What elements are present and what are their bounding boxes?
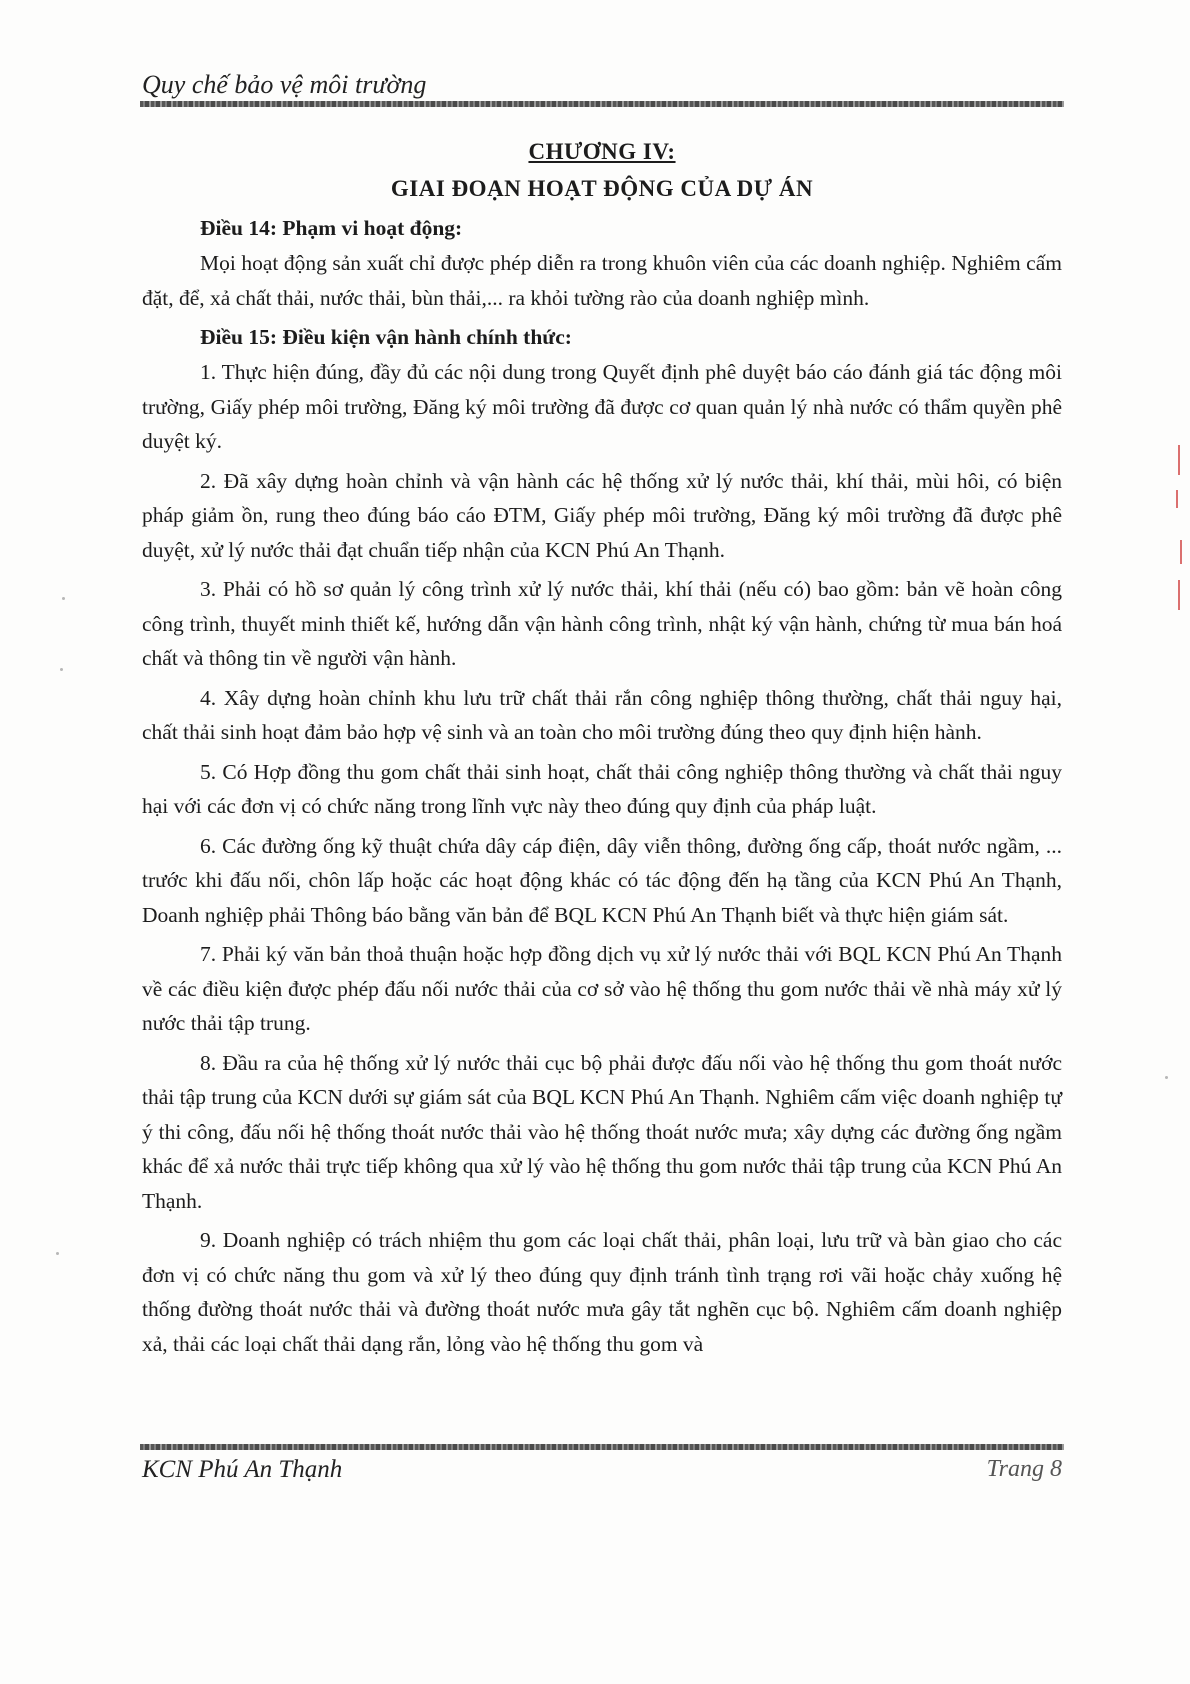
scan-edge-mark — [1178, 445, 1180, 475]
article-15-item-3: 3. Phải có hồ sơ quản lý công trình xử lý nước thải, khí thải (nếu có) bao gồm: bản vẽ hoàn công công trình, thuyết minh thiết kế, hướng dẫn vận hành công trình, nhật ký vận hành, chứng từ mua bán hoá chất và thông tin về người vận hành. — [142, 577, 1062, 670]
article-15-heading: Điều 15: Điều kiện vận hành chính thức: — [200, 325, 572, 349]
article-15-item-9: 9. Doanh nghiệp có trách nhiệm thu gom các loại chất thải, phân loại, lưu trữ và bàn giao cho các đơn vị có chức năng thu gom và xử lý theo đúng quy định tránh tình trạng rơi vãi hoặc chảy xuống hệ thống đường thoát nước thải và đường thoát nước mưa gây tắt nghẽn cục bộ. Nghiêm cấm doanh nghiệp xả, thải các loại chất thải dạng rắn, lỏng vào hệ thống thu gom và — [142, 1228, 1062, 1356]
article-14-text: Mọi hoạt động sản xuất chỉ được phép diễn ra trong khuôn viên của các doanh nghiệp. Nghiêm cấm đặt, để, xả chất thải, nước thải, bùn thải,... ra khỏi tường rào của doanh nghiệp mình. — [142, 251, 1062, 310]
article-15-item-6: 6. Các đường ống kỹ thuật chứa dây cáp điện, dây viễn thông, đường ống cấp, thoát nước ngầm, ... trước khi đấu nối, chôn lấp hoặc các hoạt động khác có tác động đến hạ tầng của KCN Phú An Thạnh, Doanh nghiệp phải Thông báo bằng văn bản để BQL KCN Phú An Thạnh biết và thực hiện giám sát. — [142, 833, 1062, 927]
scan-edge-mark — [1176, 490, 1178, 508]
article-14-heading: Điều 14: Phạm vi hoạt động: — [200, 216, 463, 240]
scan-speck — [56, 1252, 59, 1255]
chapter-title: GIAI ĐOẠN HOẠT ĐỘNG CỦA DỰ ÁN — [390, 176, 814, 201]
article-15-item-8: 8. Đầu ra của hệ thống xử lý nước thải cục bộ phải được đấu nối vào hệ thống thu gom thoát nước thải tập trung của KCN dưới sự giám sát của BQL KCN Phú An Thạnh. Nghiêm cấm việc doanh nghiệp tự ý thi công, đấu nối hệ thống thoát nước thải vào hệ thống thoát nước mưa; xây dựng các đường ống ngầm khác để xả nước thải trực tiếp không qua xử lý vào hệ thống thu gom nước thải tập trung của KCN Phú An Thạnh. — [142, 1050, 1062, 1213]
article-15-item-1: 1. Thực hiện đúng, đầy đủ các nội dung trong Quyết định phê duyệt báo cáo đánh giá tác động môi trường, Giấy phép môi trường, Đăng ký môi trường đã được cơ quan quản lý nhà nước có thẩm quyền phê duyệt ký. — [142, 360, 1062, 453]
page-body — [142, 134, 1062, 1366]
article-15-item-4: 4. Xây dựng hoàn chỉnh khu lưu trữ chất thải rắn công nghiệp thông thường, chất thải nguy hại, chất thải sinh hoạt đảm bảo hợp vệ sinh và an toàn cho môi trường đúng theo quy định hiện hành. — [142, 685, 1062, 744]
article-15-item-7: 7. Phải ký văn bản thoả thuận hoặc hợp đồng dịch vụ xử lý nước thải với BQL KCN Phú An Thạnh về các điều kiện được phép đấu nối nước thải của cơ sở vào hệ thống thu gom nước thải về nhà máy xử lý nước thải tập trung. — [142, 942, 1062, 1035]
scan-edge-mark — [1180, 540, 1182, 564]
article-15-item-5: 5. Có Hợp đồng thu gom chất thải sinh hoạt, chất thải công nghiệp thông thường và chất thải nguy hại với các đơn vị có chức năng trong lĩnh vực này theo đúng quy định của pháp luật. — [142, 759, 1062, 818]
article-15-item-2: 2. Đã xây dựng hoàn chỉnh và vận hành các hệ thống xử lý nước thải, khí thải, mùi hôi, có biện pháp giảm ồn, rung theo đúng báo cáo ĐTM, Giấy phép môi trường, Đăng ký môi trường đã được phê duyệt, xử lý nước thải đạt chuẩn tiếp nhận của KCN Phú An Thạnh. — [142, 468, 1062, 562]
scan-speck — [1165, 1076, 1168, 1079]
scan-edge-mark — [1178, 580, 1180, 610]
scan-speck — [60, 668, 63, 671]
chapter-number: CHƯƠNG IV: — [528, 139, 676, 164]
header-rule — [140, 101, 1064, 107]
page-number: Trang 8 — [986, 1456, 1062, 1482]
footer-rule — [140, 1444, 1064, 1450]
scan-speck — [62, 597, 65, 600]
footer-left-text: KCN Phú An Thạnh — [142, 1456, 343, 1483]
running-header: Quy chế bảo vệ môi trường — [142, 70, 427, 99]
